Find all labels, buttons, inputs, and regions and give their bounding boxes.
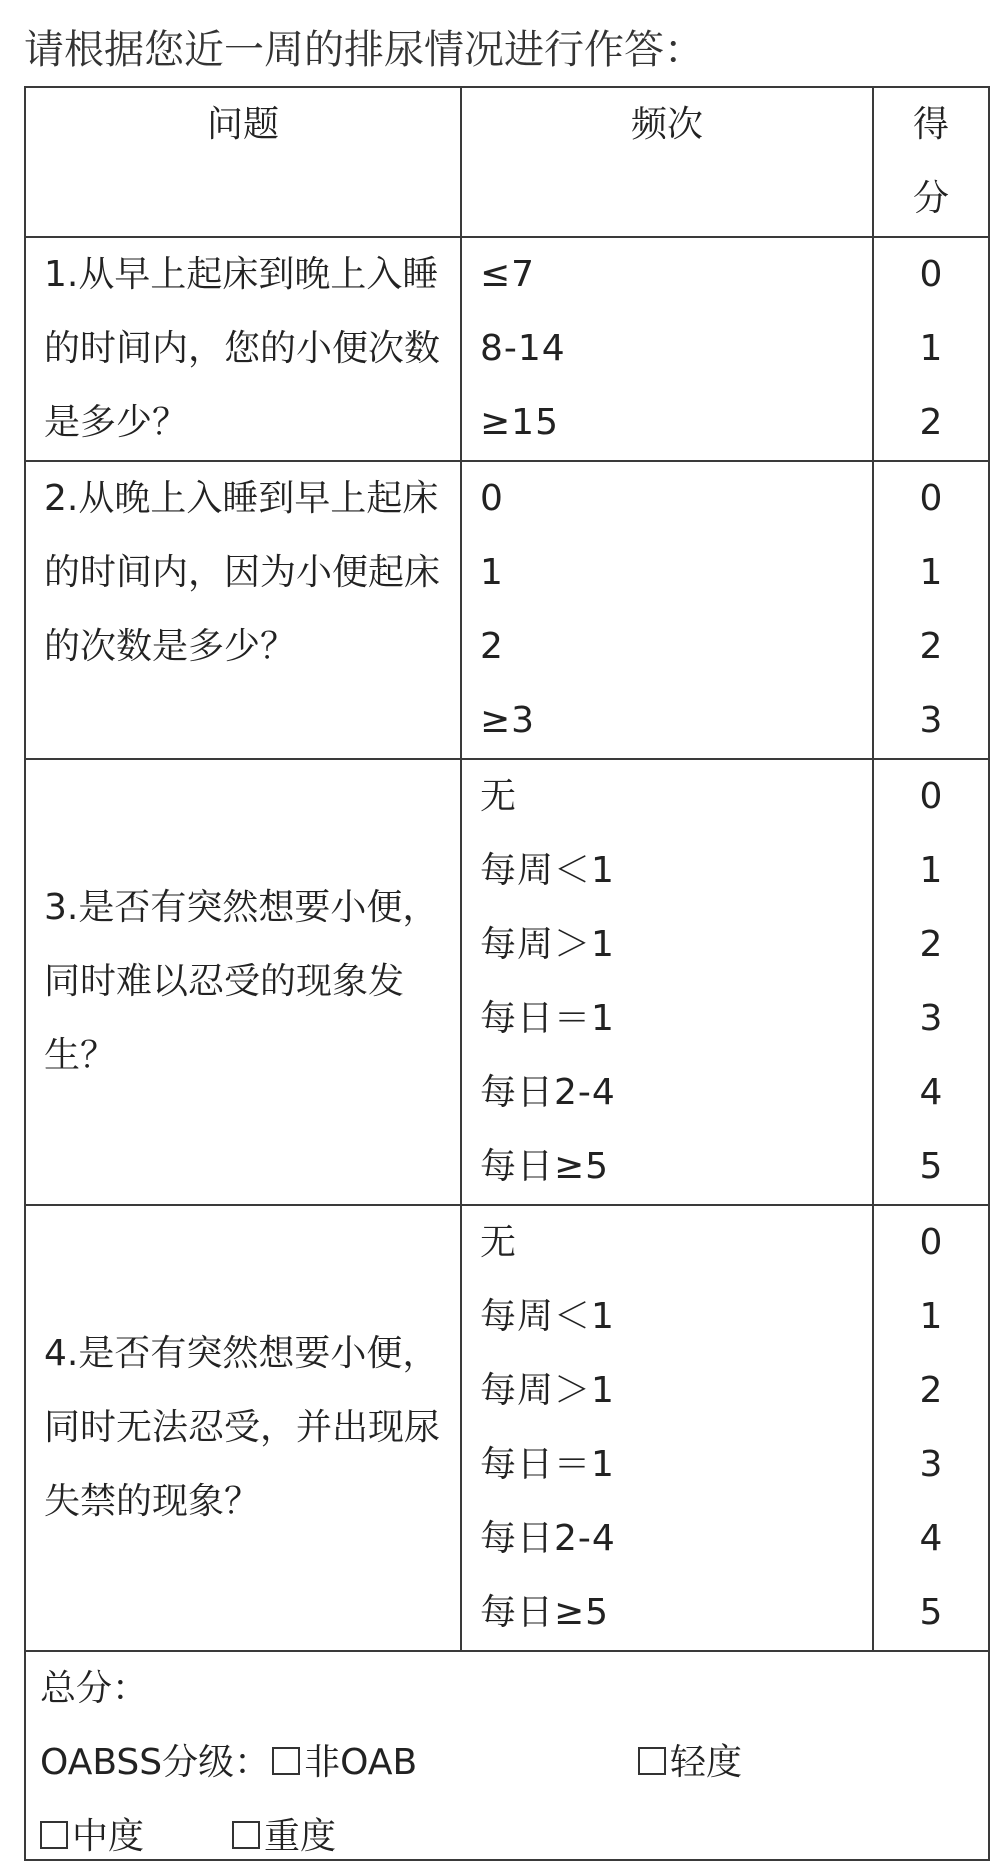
frequency-cell-2 (461, 461, 873, 759)
score-value: 3 (919, 1444, 943, 1485)
frequency-option: 每日≥5 (480, 1146, 610, 1187)
oabss-table (26, 88, 988, 1650)
score-cell-2 (873, 461, 988, 759)
frequency-option: 每日＝1 (480, 1444, 615, 1485)
score-value: 5 (919, 1592, 943, 1633)
total-score-label: 总分： (40, 1668, 149, 1709)
option-non-oab: 非OAB (304, 1742, 418, 1783)
question-text-3: 3.是否有突然想要小便，同时难以忍受的现象发生？ (26, 759, 461, 1205)
grade-line-2 (40, 1800, 974, 1874)
frequency-option: 每周＜1 (480, 1296, 615, 1337)
frequency-cell-4 (461, 1205, 873, 1650)
question-text-1: 1.从早上起床到晚上入睡的时间内，您的小便次数是多少？ (26, 237, 461, 461)
questionnaire-table (24, 86, 990, 1861)
frequency-option: ≤7 (480, 254, 536, 295)
frequency-option: 每周＜1 (480, 850, 615, 891)
grade-line (40, 1726, 974, 1800)
score-value: 2 (919, 1370, 943, 1411)
checkbox-non-oab[interactable] (272, 1747, 300, 1775)
score-value: 2 (919, 402, 943, 443)
frequency-option: ≥15 (480, 402, 559, 443)
frequency-option: 无 (480, 776, 518, 817)
frequency-cell-1 (461, 237, 873, 461)
question-row-3 (26, 759, 988, 1205)
frequency-option: 无 (480, 1222, 518, 1263)
score-value: 1 (919, 850, 943, 891)
header-score-line2: 分 (912, 178, 949, 219)
frequency-option: 1 (480, 552, 504, 593)
score-value: 2 (919, 626, 943, 667)
frequency-option: 每周＞1 (480, 924, 615, 965)
checkbox-severe[interactable] (232, 1821, 260, 1849)
frequency-option: ≥3 (480, 700, 536, 741)
frequency-option: 2 (480, 626, 504, 667)
checkbox-moderate[interactable] (40, 1821, 68, 1849)
question-row-4 (26, 1205, 988, 1650)
header-question: 问题 (26, 88, 461, 237)
summary-section (26, 1650, 988, 1874)
score-value: 1 (919, 1296, 943, 1337)
frequency-option: 每周＞1 (480, 1370, 615, 1411)
score-value: 3 (919, 998, 943, 1039)
score-cell-4 (873, 1205, 988, 1650)
score-value: 0 (919, 478, 943, 519)
header-row (26, 88, 988, 237)
score-value: 0 (919, 1222, 943, 1263)
score-value: 4 (919, 1072, 943, 1113)
score-cell-3 (873, 759, 988, 1205)
option-mild-group (636, 1726, 742, 1800)
question-row-2 (26, 461, 988, 759)
question-text-4: 4.是否有突然想要小便，同时无法忍受，并出现尿失禁的现象？ (26, 1205, 461, 1650)
header-score-line1: 得 (912, 104, 949, 145)
frequency-option: 每日2-4 (480, 1518, 616, 1559)
question-row-1 (26, 237, 988, 461)
option-moderate: 中度 (72, 1816, 145, 1857)
frequency-option: 8-14 (480, 328, 566, 369)
score-value: 1 (919, 328, 943, 369)
score-cell-1 (873, 237, 988, 461)
frequency-cell-3 (461, 759, 873, 1205)
frequency-option: 每日≥5 (480, 1592, 610, 1633)
instruction-text: 请根据您近一周的排尿情况进行作答： (24, 27, 704, 73)
header-frequency: 频次 (461, 88, 873, 237)
score-value: 0 (919, 776, 943, 817)
grade-label: OABSS分级： (40, 1742, 271, 1783)
score-value: 5 (919, 1146, 943, 1187)
score-value: 0 (919, 254, 943, 295)
question-text-2: 2.从晚上入睡到早上起床的时间内，因为小便起床的次数是多少？ (26, 461, 461, 759)
frequency-option: 每日2-4 (480, 1072, 616, 1113)
header-score (873, 88, 988, 237)
option-severe-group (230, 1800, 336, 1874)
score-value: 2 (919, 924, 943, 965)
score-value: 4 (919, 1518, 943, 1559)
option-mild: 轻度 (670, 1742, 743, 1783)
checkbox-mild[interactable] (638, 1747, 666, 1775)
score-value: 1 (919, 552, 943, 593)
frequency-option: 每日＝1 (480, 998, 615, 1039)
option-severe: 重度 (264, 1816, 337, 1857)
score-value: 3 (919, 700, 943, 741)
frequency-option: 0 (480, 478, 504, 519)
